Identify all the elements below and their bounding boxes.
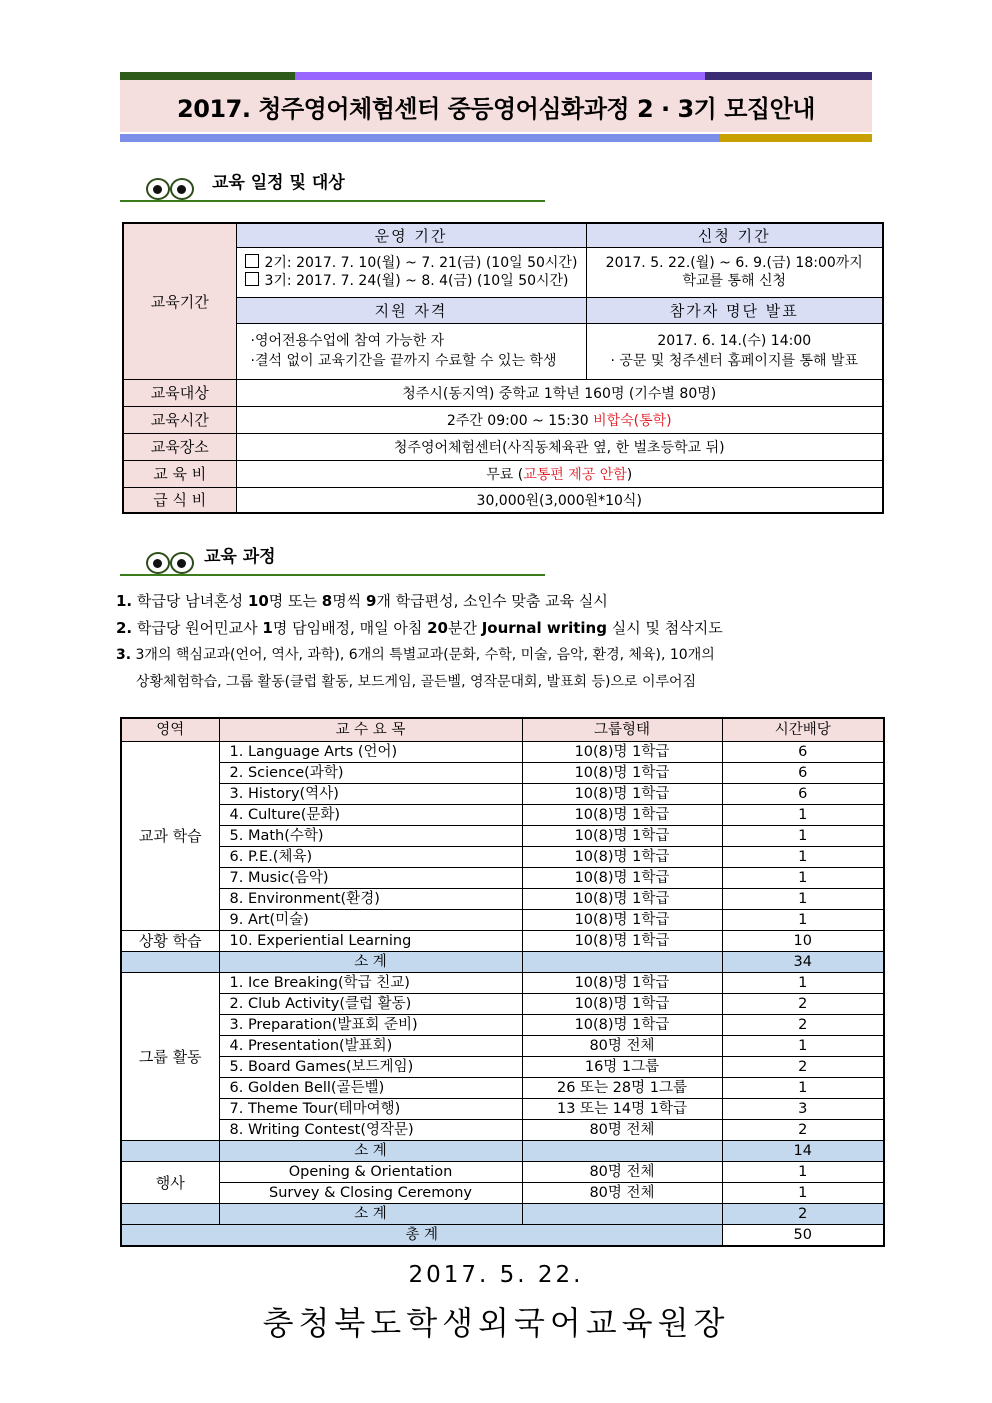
term3-checkbox[interactable]: [245, 272, 259, 286]
page-title: 2017. 청주영어체험센터 중등영어심화과정 2 · 3기 모집안내: [177, 94, 815, 123]
subject-hours: 2: [722, 1120, 884, 1141]
fee-close: ): [626, 466, 633, 483]
subtotal-value: 34: [722, 952, 884, 973]
subject-name: 8. Writing Contest(영작문): [219, 1120, 522, 1141]
title-bottom-stripe: [120, 134, 872, 142]
point-2: 2. 학급당 원어민교사 1명 담임배정, 매일 아침 20분간 Journal writing 실시 및 첨삭지도: [116, 619, 723, 637]
subject-name: 10. Experiential Learning: [219, 931, 522, 952]
schedule-table: [122, 222, 884, 514]
place-label: 교육장소: [123, 433, 236, 460]
issue-date: 2017. 5. 22.: [408, 1262, 584, 1288]
subject-group: 26 또는 28명 1그룹: [522, 1078, 722, 1099]
subtotal-label: 소 계: [219, 1204, 522, 1225]
subject-group: 10(8)명 1학급: [522, 763, 722, 784]
table-row: [121, 826, 884, 847]
table-row: [121, 847, 884, 868]
header-hours: 시간배당: [722, 718, 884, 742]
subject-name: 3. History(역사): [219, 784, 522, 805]
table-row: [121, 1099, 884, 1120]
subject-hours: 2: [722, 1015, 884, 1036]
subject-hours: 1: [722, 1162, 884, 1183]
section-head-schedule: [120, 168, 550, 204]
subject-name: Survey & Closing Ceremony: [219, 1183, 522, 1204]
table-row: [121, 784, 884, 805]
subject-group: 80명 전체: [522, 1036, 722, 1057]
subject-hours: 1: [722, 1078, 884, 1099]
subject-hours: 2: [722, 994, 884, 1015]
subject-group: 10(8)명 1학급: [522, 805, 722, 826]
subject-hours: 6: [722, 763, 884, 784]
eligibility-header: 지원 자격: [236, 297, 586, 323]
subject-group: 16명 1그룹: [522, 1057, 722, 1078]
header-group: 그룹형태: [522, 718, 722, 742]
subject-hours: 10: [722, 931, 884, 952]
application-line1: 2017. 5. 22.(월) ~ 6. 9.(금) 18:00까지: [605, 255, 863, 271]
group-area-label: 그룹 활동: [121, 973, 219, 1141]
meal-value: 30,000원(3,000원*10식): [236, 487, 883, 513]
section-title: 교육 일정 및 대상: [212, 173, 345, 193]
subject-hours: 1: [722, 1183, 884, 1204]
time-note: 비합숙(통학): [593, 412, 672, 429]
section-underline: [120, 574, 545, 576]
title-top-stripe: [120, 72, 872, 80]
subject-hours: 1: [722, 826, 884, 847]
table-row: [121, 910, 884, 931]
subject-group: 10(8)명 1학급: [522, 847, 722, 868]
section-underline: [120, 200, 545, 202]
table-row: [121, 1057, 884, 1078]
time-value: 2주간 09:00 ~ 15:30: [446, 412, 589, 429]
subject-group: 13 또는 14명 1학급: [522, 1099, 722, 1120]
curriculum-table: [120, 717, 885, 1247]
subject-name: 7. Music(음악): [219, 868, 522, 889]
eyes-icon: [138, 172, 208, 200]
total-value: 50: [722, 1225, 884, 1247]
subject-group: 10(8)명 1학급: [522, 784, 722, 805]
subject-name: 7. Theme Tour(테마여행): [219, 1099, 522, 1120]
subject-group: 10(8)명 1학급: [522, 826, 722, 847]
subject-hours: 1: [722, 1036, 884, 1057]
title-banner: [120, 72, 872, 142]
subtotal-row: [121, 1204, 884, 1225]
table-row: [121, 1078, 884, 1099]
subject-name: 2. Club Activity(클럽 활동): [219, 994, 522, 1015]
subject-name: 2. Science(과학): [219, 763, 522, 784]
subject-group: 10(8)명 1학급: [522, 931, 722, 952]
table-row: [121, 1183, 884, 1204]
eligibility-line1: ·영어전용수업에 참여 가능한 자: [250, 333, 445, 349]
subject-hours: 1: [722, 910, 884, 931]
table-row: [121, 1015, 884, 1036]
section-head-course: [120, 542, 550, 578]
fee-cell: [236, 460, 883, 487]
subject-name: 4. Culture(문화): [219, 805, 522, 826]
subject-name: Opening & Orientation: [219, 1162, 522, 1183]
subtotal-value: 14: [722, 1141, 884, 1162]
subject-hours: 1: [722, 889, 884, 910]
point-3: 3. 3개의 핵심교과(언어, 역사, 과학), 6개의 특별교과(문화, 수학, 미술, 음악, 환경, 체육), 10개의: [116, 647, 715, 663]
subject-group: 10(8)명 1학급: [522, 994, 722, 1015]
subject-group: 10(8)명 1학급: [522, 889, 722, 910]
subject-hours: 1: [722, 847, 884, 868]
application-line2: 학교를 통해 신청: [682, 273, 787, 289]
operation-header: 운영 기간: [236, 223, 586, 247]
total-label: 총 계: [121, 1225, 722, 1247]
table-row: [121, 889, 884, 910]
course-points: [116, 588, 886, 696]
application-period: [586, 247, 883, 297]
subtotal-value: 2: [722, 1204, 884, 1225]
subject-group: 10(8)명 1학급: [522, 910, 722, 931]
announce-line1: 2017. 6. 14.(수) 14:00: [657, 333, 812, 349]
table-row: [121, 868, 884, 889]
fee-value: 무료 (: [486, 466, 524, 483]
subject-name: 6. P.E.(체육): [219, 847, 522, 868]
table-row: [121, 763, 884, 784]
period-label: 교육기간: [123, 223, 236, 379]
subject-group: 80명 전체: [522, 1120, 722, 1141]
subject-name: 1. Language Arts (언어): [219, 742, 522, 763]
term3-row: [245, 272, 586, 290]
term2-checkbox[interactable]: [245, 254, 259, 268]
announce-header: 참가자 명단 발표: [586, 297, 883, 323]
event-area-label: 행사: [121, 1162, 219, 1204]
subject-name: 5. Math(수학): [219, 826, 522, 847]
table-row: [121, 1120, 884, 1141]
subject-name: 9. Art(미술): [219, 910, 522, 931]
target-value: 청주시(동지역) 중학교 1학년 160명 (기수별 80명): [236, 379, 883, 406]
situation-area-label: 상황 학습: [121, 931, 219, 952]
subject-area-label: 교과 학습: [121, 742, 219, 931]
table-row: [121, 742, 884, 763]
eligibility-cell: [236, 323, 586, 379]
meal-label: 급 식 비: [123, 487, 236, 513]
table-row: [121, 973, 884, 994]
subject-hours: 3: [722, 1099, 884, 1120]
subject-name: 5. Board Games(보드게임): [219, 1057, 522, 1078]
title-box: [120, 80, 872, 132]
fee-label: 교 육 비: [123, 460, 236, 487]
subject-name: 3. Preparation(발표회 준비): [219, 1015, 522, 1036]
subtotal-label: 소 계: [219, 952, 522, 973]
subject-group: 80명 전체: [522, 1162, 722, 1183]
subject-group: 10(8)명 1학급: [522, 742, 722, 763]
subject-hours: 2: [722, 1057, 884, 1078]
announce-cell: [586, 323, 883, 379]
place-value: 청주영어체험센터(사직동체육관 옆, 한 벌초등학교 뒤): [236, 433, 883, 460]
subject-group: 10(8)명 1학급: [522, 868, 722, 889]
operation-terms: [236, 247, 586, 297]
subtotal-label: 소 계: [219, 1141, 522, 1162]
term3-text: 3기: 2017. 7. 24(월) ~ 8. 4(금) (10일 50시간): [264, 273, 569, 289]
issuer-signature: 충청북도학생외국어교육원장: [262, 1304, 730, 1342]
application-header: 신청 기간: [586, 223, 883, 247]
table-row: [121, 931, 884, 952]
subtotal-row: [121, 1141, 884, 1162]
subject-group: 10(8)명 1학급: [522, 973, 722, 994]
subject-name: 1. Ice Breaking(학급 친교): [219, 973, 522, 994]
table-row: [121, 994, 884, 1015]
header-subject: 교 수 요 목: [219, 718, 522, 742]
subject-hours: 1: [722, 868, 884, 889]
point-1: 1. 학급당 남녀혼성 10명 또는 8명씩 9개 학급편성, 소인수 맞춤 교육 실시: [116, 592, 608, 610]
term2-text: 2기: 2017. 7. 10(월) ~ 7. 21(금) (10일 50시간): [264, 255, 578, 271]
target-label: 교육대상: [123, 379, 236, 406]
table-row: [121, 805, 884, 826]
subject-hours: 1: [722, 973, 884, 994]
total-row: [121, 1225, 884, 1247]
subject-hours: 6: [722, 784, 884, 805]
subject-hours: 6: [722, 742, 884, 763]
eligibility-line2: ·결석 없이 교육기간을 끝까지 수료할 수 있는 학생: [250, 353, 557, 369]
point-3-cont: 상황체험학습, 그룹 활동(클럽 활동, 보드게임, 골든벨, 영작문대회, 발표회 등)으로 이루어짐: [136, 674, 697, 690]
time-cell: [236, 406, 883, 433]
subject-name: 8. Environment(환경): [219, 889, 522, 910]
time-label: 교육시간: [123, 406, 236, 433]
table-row: [121, 1036, 884, 1057]
subject-group: 10(8)명 1학급: [522, 1015, 722, 1036]
table-row: [121, 1162, 884, 1183]
subtotal-row: [121, 952, 884, 973]
subject-group: 80명 전체: [522, 1183, 722, 1204]
subject-hours: 1: [722, 805, 884, 826]
term2-row: [245, 254, 586, 272]
fee-note: 교통편 제공 안함: [523, 466, 627, 483]
announce-line2: · 공문 및 청주센터 홈페이지를 통해 발표: [610, 353, 859, 369]
section-title: 교육 과정: [204, 547, 276, 567]
header-area: 영역: [121, 718, 219, 742]
eyes-icon: [138, 546, 208, 574]
subject-name: 4. Presentation(발표회): [219, 1036, 522, 1057]
subject-name: 6. Golden Bell(골든벨): [219, 1078, 522, 1099]
